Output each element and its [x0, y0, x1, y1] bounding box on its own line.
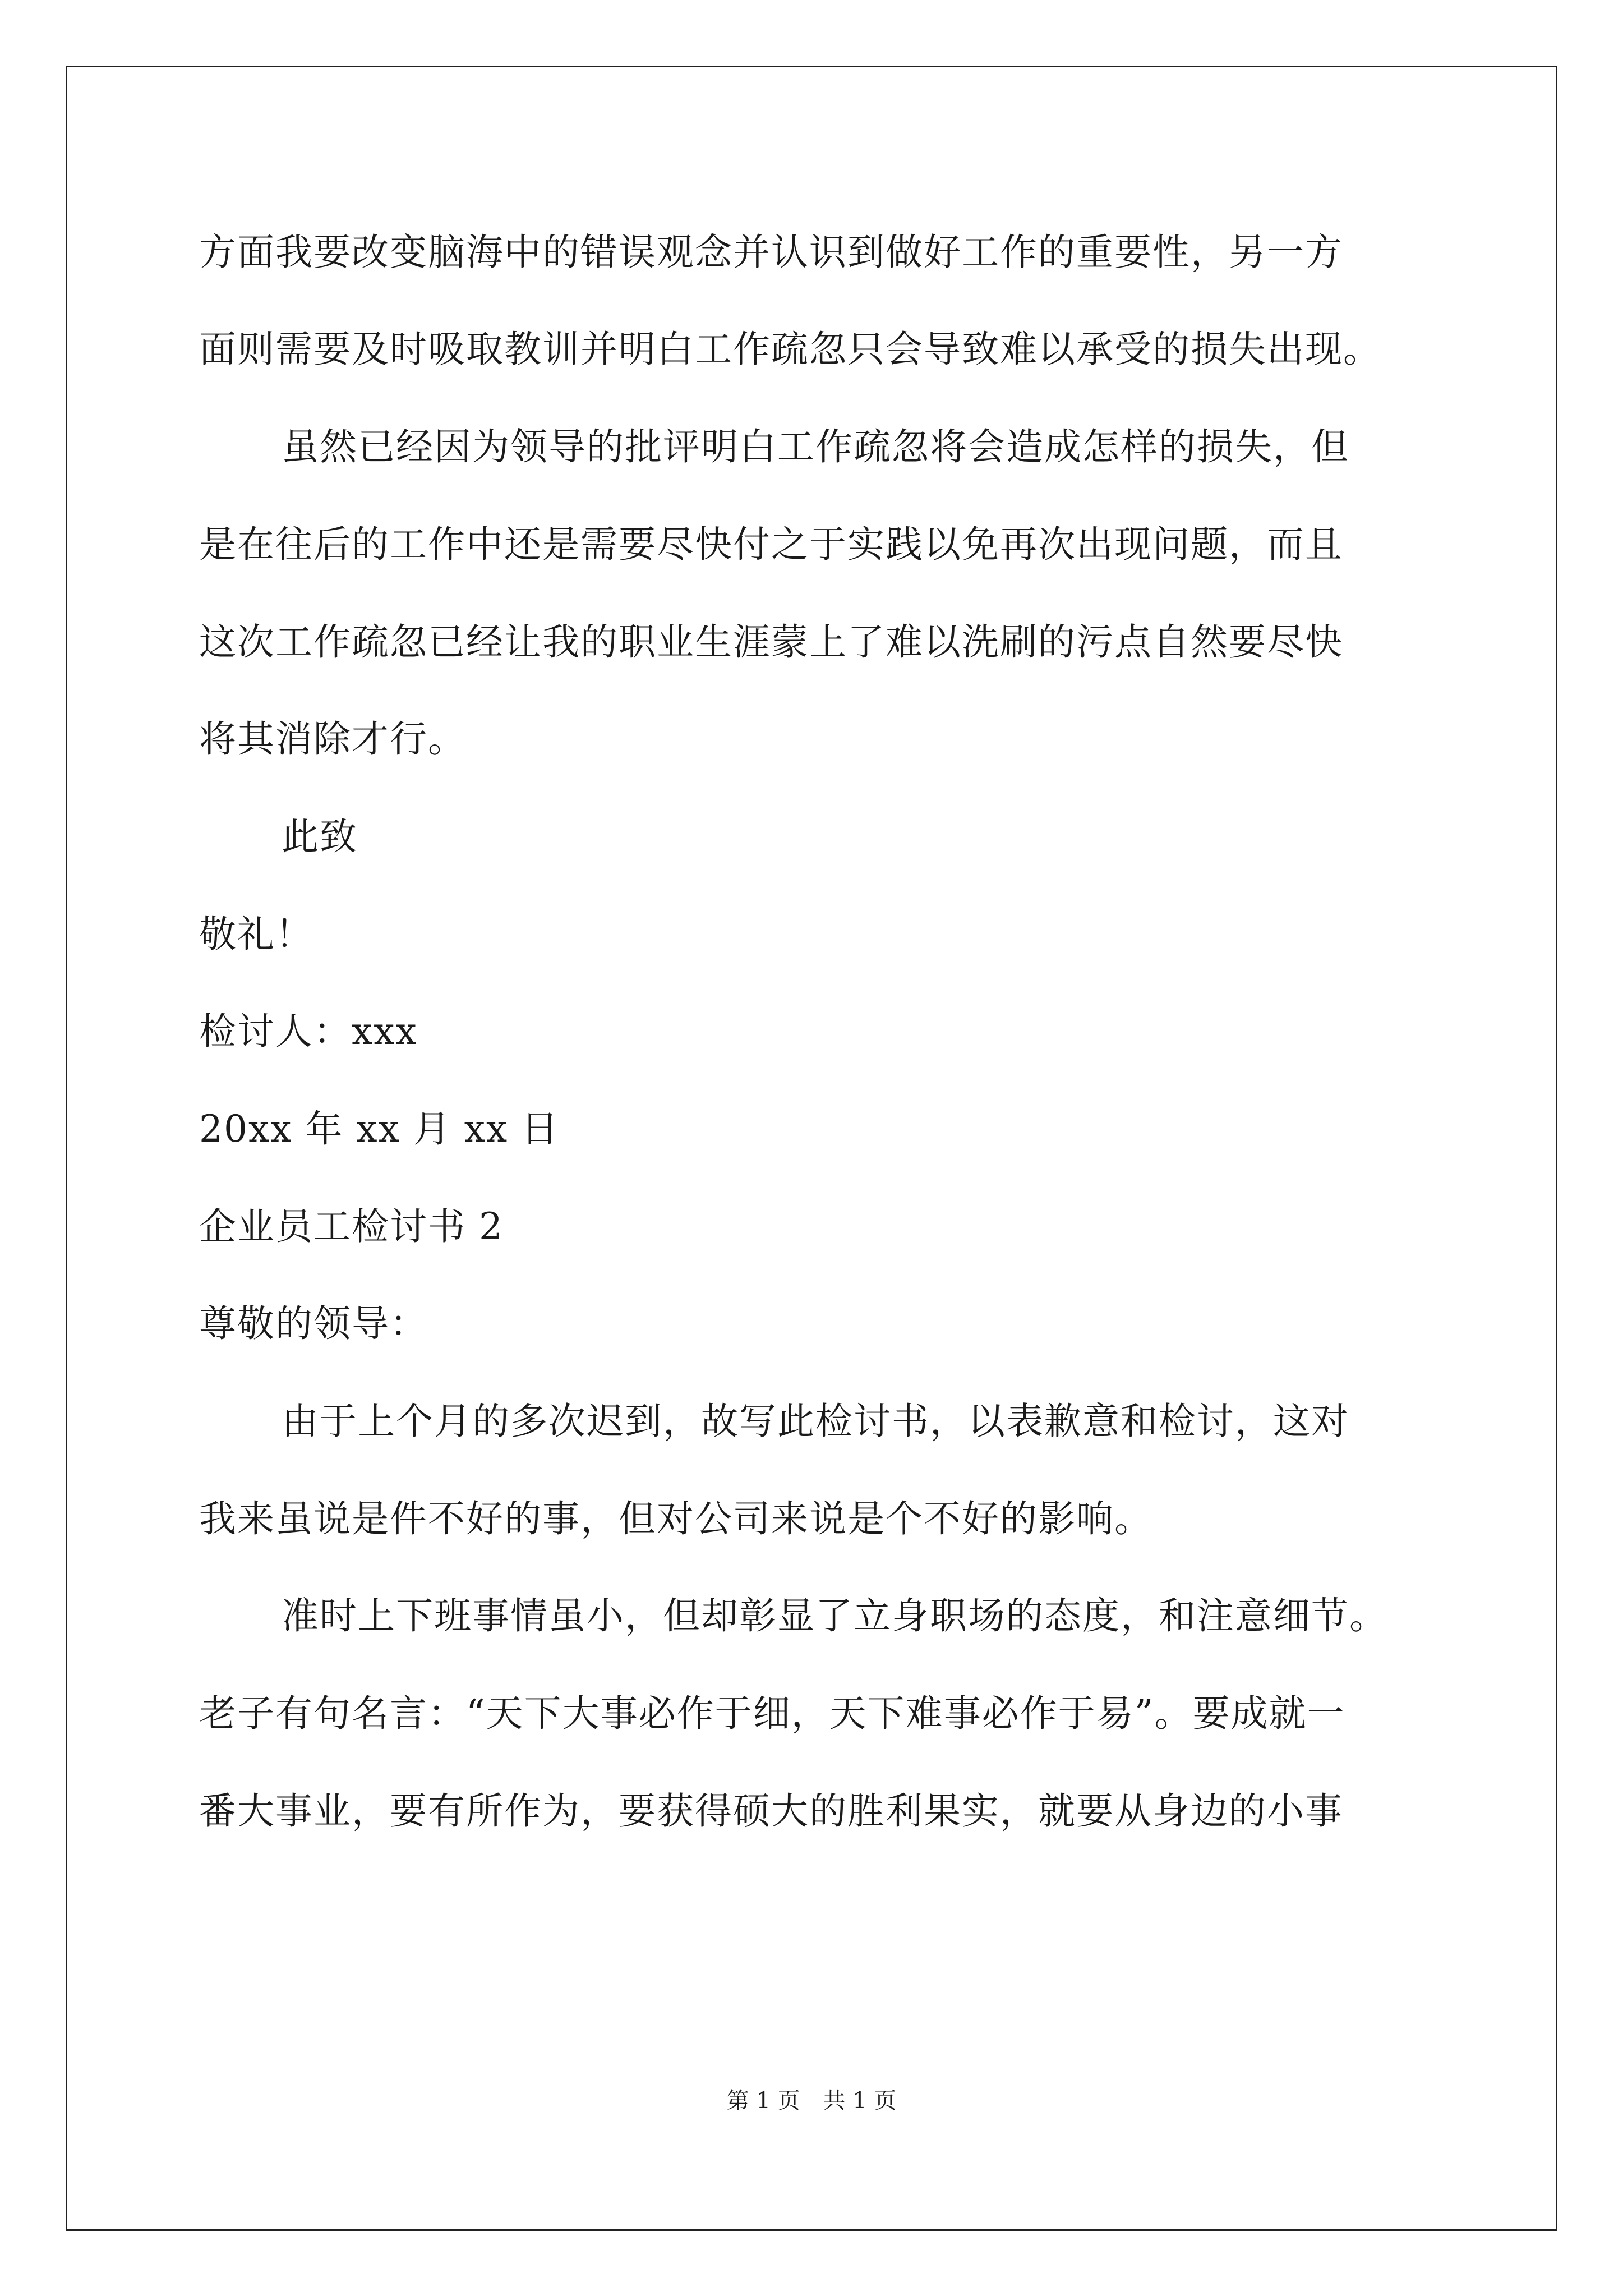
- page-number: 第 1 页: [726, 2088, 800, 2114]
- text-line: 这次工作疏忽已经让我的职业生涯蒙上了难以洗刷的污点自然要尽快: [199, 620, 1343, 664]
- signature-line: 检讨人：xxx: [199, 1010, 418, 1053]
- text-line: 面则需要及时吸取教训并明白工作疏忽只会导致难以承受的损失出现。: [199, 328, 1381, 371]
- paragraph-first-line: 由于上个月的多次迟到，故写此检讨书，以表歉意和检讨，这对: [282, 1400, 1349, 1443]
- page-total: 共 1 页: [823, 2088, 897, 2114]
- greeting: 尊敬的领导：: [199, 1302, 428, 1345]
- text-line: 老子有句名言：“天下大事必作于细，天下难事必作于易”。要成就一: [199, 1692, 1345, 1735]
- text-line: 我来虽说是件不好的事，但对公司来说是个不好的影响。: [199, 1497, 1152, 1540]
- text-line: 番大事业，要有所作为，要获得硕大的胜利果实，就要从身边的小事: [199, 1789, 1343, 1833]
- closing-salutation: 此致: [282, 815, 358, 858]
- closing-regards: 敬礼！: [199, 913, 313, 956]
- text-line: 是在往后的工作中还是需要尽快付之于实践以免再次出现问题，而且: [199, 523, 1343, 566]
- paragraph-first-line: 准时上下班事情虽小，但却彰显了立身职场的态度，和注意细节。: [282, 1594, 1387, 1637]
- paragraph-first-line: 虽然已经因为领导的批评明白工作疏忽将会造成怎样的损失，但: [282, 425, 1349, 468]
- text-line: 将其消除才行。: [199, 717, 466, 761]
- section-title: 企业员工检讨书 2: [199, 1205, 504, 1248]
- date-line: 20xx 年 xx 月 xx 日: [199, 1107, 560, 1151]
- page-footer: [0, 2087, 1623, 2115]
- text-line: 方面我要改变脑海中的错误观念并认识到做好工作的重要性，另一方: [199, 231, 1343, 274]
